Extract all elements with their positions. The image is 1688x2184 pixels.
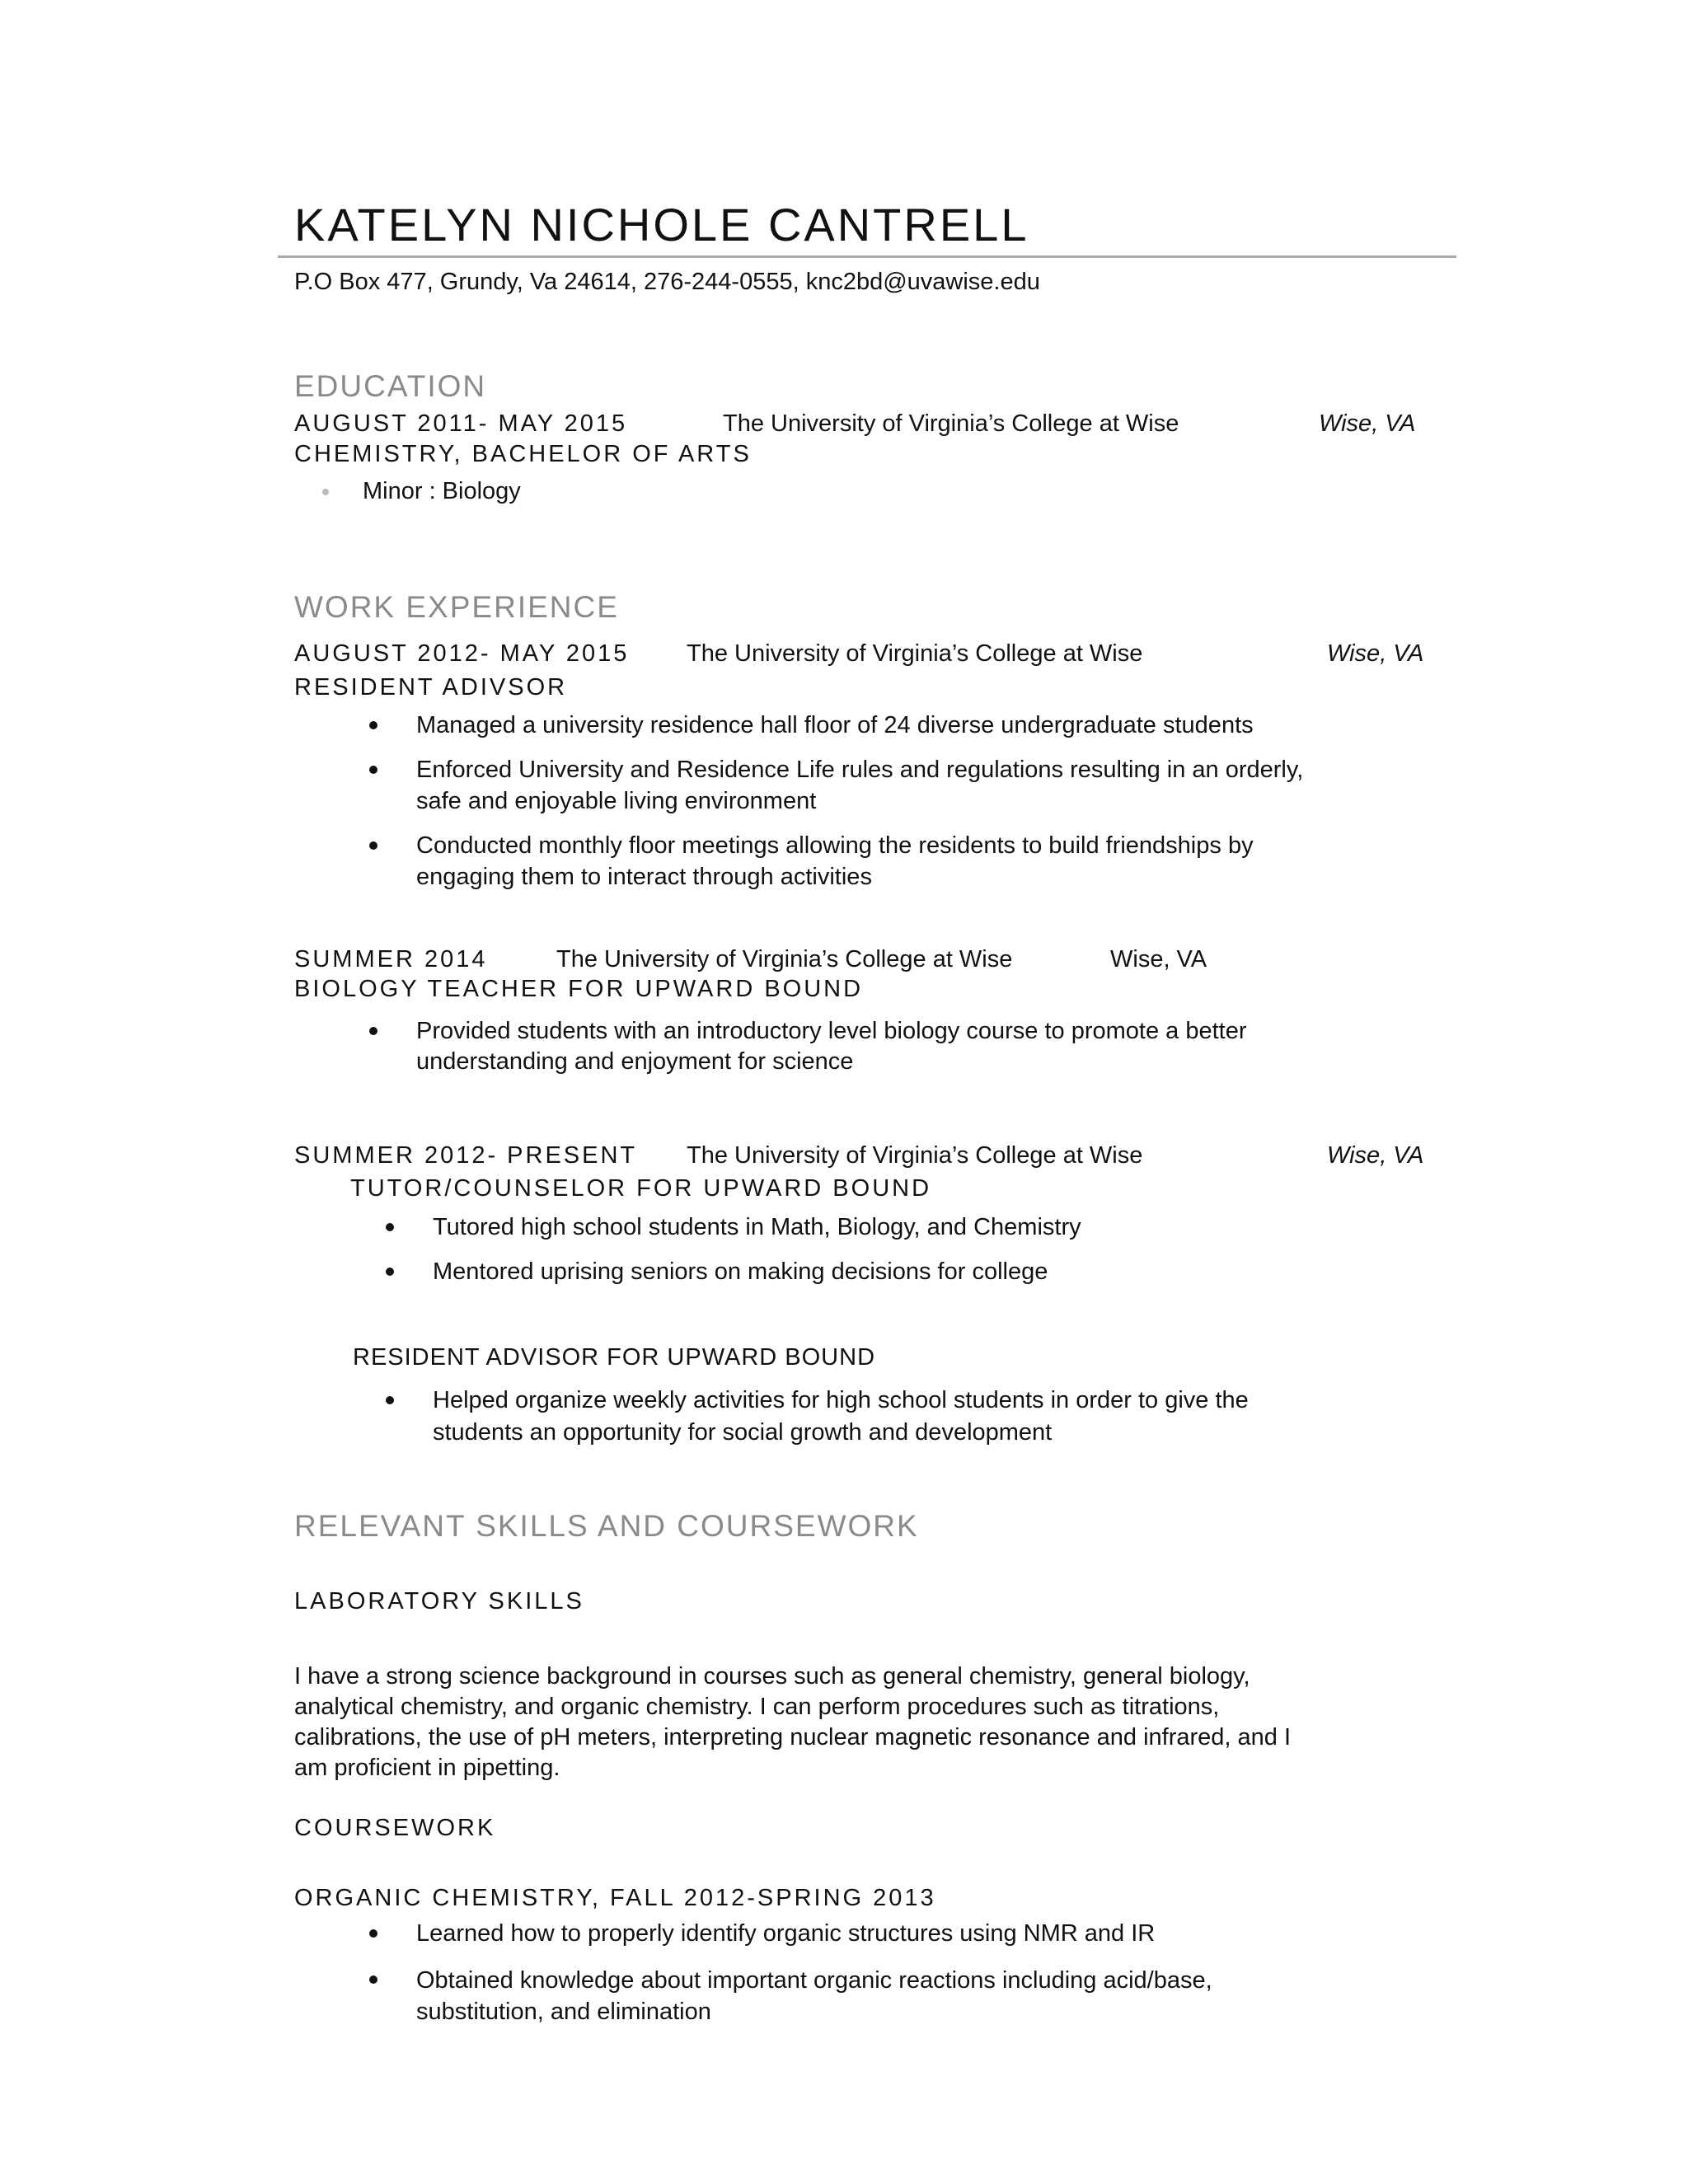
job-dates: SUMMER 2014	[294, 946, 488, 972]
course-bullet: Obtained knowledge about important organic reactions including acid/base,	[416, 1967, 1212, 1994]
bullet-icon	[386, 1396, 394, 1404]
job-title: TUTOR/COUNSELOR FOR UPWARD BOUND	[350, 1175, 932, 1202]
education-degree: CHEMISTRY, BACHELOR OF ARTS	[294, 441, 752, 467]
job-dates: SUMMER 2012- PRESENT	[294, 1142, 638, 1169]
bullet-icon	[369, 1975, 377, 1984]
work-heading: WORK EXPERIENCE	[294, 590, 619, 624]
bullet-icon	[369, 1027, 377, 1035]
job-dates: AUGUST 2012- MAY 2015	[294, 640, 630, 667]
job-location: Wise, VA	[1327, 1142, 1424, 1169]
bullet-icon	[369, 1929, 377, 1938]
job-bullet: Managed a university residence hall floor of 24 diverse undergraduate students	[416, 712, 1254, 738]
bullet-icon	[322, 489, 329, 495]
lab-skills-text: I have a strong science background in courses such as general chemistry, general biology,	[294, 1663, 1250, 1690]
job-bullet-continued: safe and enjoyable living environment	[416, 788, 817, 814]
job-bullet-continued: students an opportunity for social growth and development	[433, 1419, 1053, 1446]
education-heading: EDUCATION	[294, 369, 487, 403]
candidate-name: KATELYN NICHOLE CANTRELL	[294, 199, 1029, 251]
job-location: Wise, VA	[1327, 640, 1424, 667]
job-bullet: Conducted monthly floor meetings allowing the residents to build friendships by	[416, 832, 1254, 859]
bullet-icon	[369, 766, 377, 774]
contact-info: P.O Box 477, Grundy, Va 24614, 276-244-0555, knc2bd@uvawise.edu	[294, 269, 1040, 295]
course-title: ORGANIC CHEMISTRY, FALL 2012-SPRING 2013	[294, 1885, 936, 1911]
education-dates: AUGUST 2011- MAY 2015	[294, 410, 628, 437]
header-divider	[278, 255, 1456, 258]
job-title: RESIDENT ADIVSOR	[294, 674, 568, 701]
job-bullet: Mentored uprising seniors on making decisions for college	[433, 1258, 1048, 1285]
job-title: BIOLOGY TEACHER FOR UPWARD BOUND	[294, 976, 864, 1002]
job-subtitle: RESIDENT ADVISOR FOR UPWARD BOUND	[353, 1344, 876, 1371]
job-school: The University of Virginia’s College at Wise	[687, 640, 1143, 667]
lab-skills-heading: LABORATORY SKILLS	[294, 1588, 584, 1615]
coursework-heading: COURSEWORK	[294, 1815, 496, 1841]
job-bullet: Enforced University and Residence Life rules and regulations resulting in an orderly,	[416, 757, 1304, 783]
lab-skills-text: analytical chemistry, and organic chemistry. I can perform procedures such as titrations,	[294, 1694, 1220, 1720]
job-location: Wise, VA	[1110, 946, 1207, 972]
bullet-icon	[369, 841, 377, 850]
course-bullet: Learned how to properly identify organic structures using NMR and IR	[416, 1920, 1156, 1947]
education-school: The University of Virginia’s College at Wise	[723, 410, 1179, 437]
education-location: Wise, VA	[1319, 410, 1416, 437]
education-minor: Minor : Biology	[363, 478, 521, 504]
job-bullet: Helped organize weekly activities for high school students in order to give the	[433, 1387, 1249, 1413]
bullet-icon	[369, 721, 377, 729]
job-school: The University of Virginia’s College at Wise	[687, 1142, 1143, 1169]
skills-heading: RELEVANT SKILLS AND COURSEWORK	[294, 1509, 919, 1543]
lab-skills-text: am proficient in pipetting.	[294, 1755, 560, 1781]
job-bullet-continued: engaging them to interact through activities	[416, 864, 872, 890]
job-bullet-continued: understanding and enjoyment for science	[416, 1048, 854, 1075]
job-bullet: Tutored high school students in Math, Biology, and Chemistry	[433, 1214, 1081, 1240]
lab-skills-text: calibrations, the use of pH meters, interpreting nuclear magnetic resonance and infrared, and I	[294, 1724, 1292, 1750]
job-school: The University of Virginia’s College at Wise	[556, 946, 1013, 972]
bullet-icon	[386, 1268, 394, 1276]
job-bullet: Provided students with an introductory level biology course to promote a better	[416, 1018, 1247, 1044]
course-bullet-continued: substitution, and elimination	[416, 1999, 711, 2025]
bullet-icon	[386, 1223, 394, 1231]
